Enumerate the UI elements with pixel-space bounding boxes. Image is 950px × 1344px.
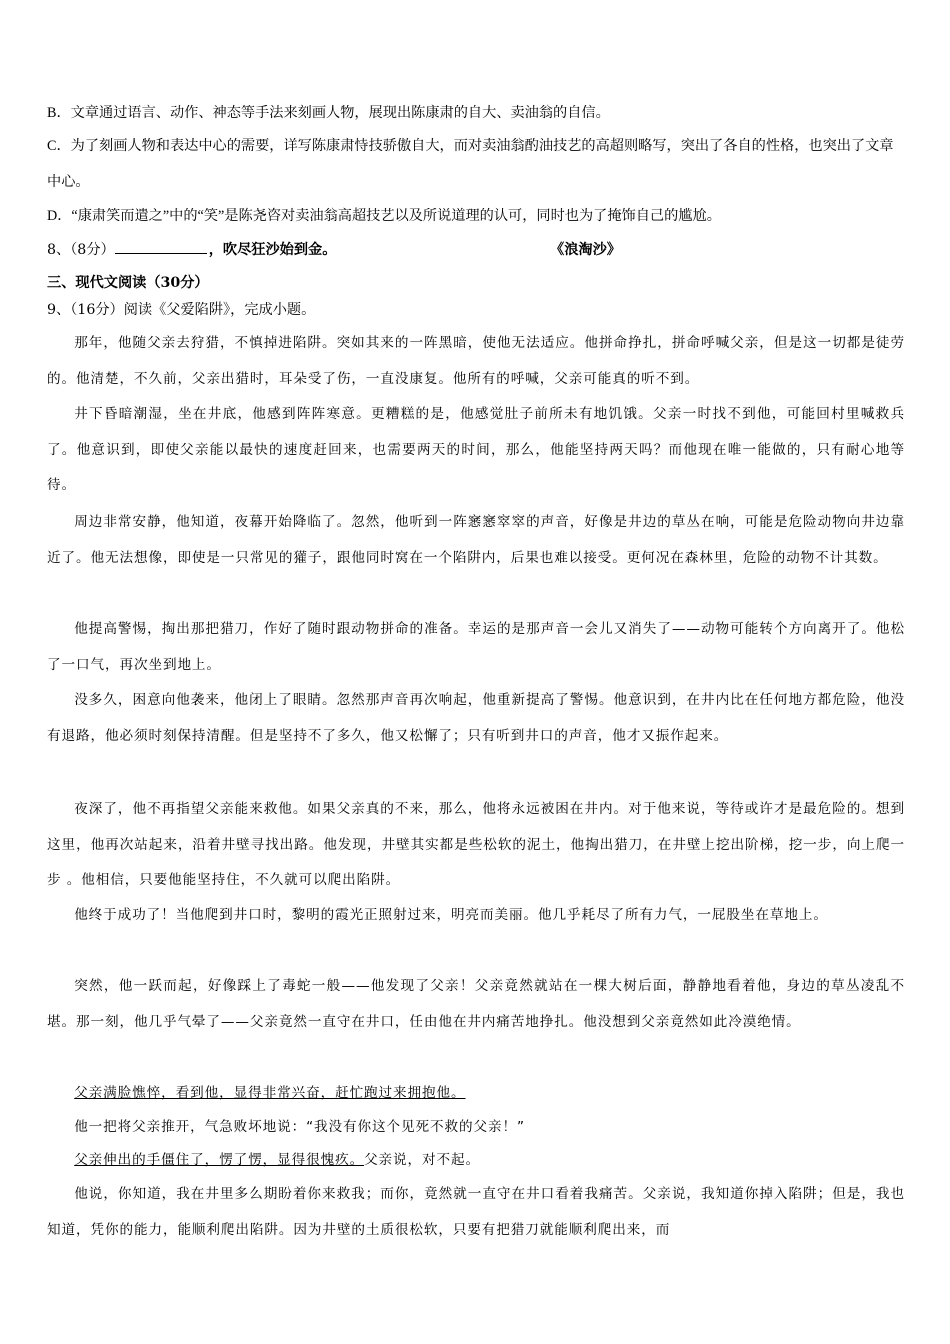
question-8-line: ，吹尽狂沙始到金。	[208, 242, 337, 258]
underlined-sentence: 父亲满脸憔悴，看到他，显得非常兴奋，赶忙跑过来拥抱他。	[74, 1085, 466, 1101]
question-8-number: 8、（8分）	[47, 242, 115, 258]
paragraph: 他一把将父亲推开，气急败坏地说：“我没有你这个见死不救的父亲！”	[74, 1119, 525, 1135]
paragraph: 那年，他随父亲去狩猎，不慎掉进陷阱。突如其来的一阵黑暗，使他无法适应。他拼命挣扎，拼命呼喊父亲，但是这一切都是徒劳的。他清楚，不久前，父亲出猎时，耳朵受了伤，一直没康复。他所有的呼喊，父亲可能真的听不到。	[47, 335, 905, 387]
underlined-paragraph	[47, 1076, 905, 1112]
paragraph: 突然，他一跃而起，好像踩上了毒蛇一般——他发现了父亲！父亲竟然就站在一棵大树后面，静静地看着他，身边的草丛凌乱不堪。那一刻，他几乎气晕了——父亲竟然一直守在井口，任由他在井内痛苦地挣扎。他没想到父亲竟然如此冷漠绝情。	[47, 978, 905, 1030]
question-9: 9、（16分）阅读《父爱陷阱》，完成小题。	[47, 302, 316, 318]
paragraph: 他提高警惕，掏出那把猎刀，作好了随时跟动物拼命的准备。幸运的是那声音一会儿又消失了——动物可能转个方向离开了。他松了一口气，再次坐到地上。	[47, 621, 905, 673]
underlined-paragraph	[47, 1143, 905, 1179]
paragraph: 夜深了，他不再指望父亲能来救他。如果父亲真的不来，那么，他将永远被困在井内。对于他来说，等待或许才是最危险的。想到这里，他再次站起来，沿着井壁寻找出路。他发现，井壁其实都是些松软的泥土，他掏出猎刀，在井壁上挖出阶梯，挖一步，向上爬一步 。他相信，只要他能坚持住，不久就可以爬出陷阱。	[47, 801, 905, 888]
paragraph: 没多久，困意向他袭来，他闭上了眼睛。忽然那声音再次响起，他重新提高了警惕。他意识到，在井内比在任何地方都危险，他没有退路，他必须时刻保持清醒。但是坚持不了多久，他又松懈了；只有听到井口的声音，他才又振作起来。	[47, 692, 905, 744]
paragraph: 井下昏暗潮湿，坐在井底，他感到阵阵寒意。更糟糕的是，他感觉肚子前所未有地饥饿。父亲一时找不到他，可能回村里喊救兵了。他意识到，即使父亲能以最快的速度赶回来，也需要两天的时间，那么，他能坚持两天吗？而他现在唯一能做的，只有耐心地等待。	[47, 406, 905, 493]
underlined-sentence: 父亲伸出的手僵住了，愣了愣，显得很愧疚。	[74, 1152, 365, 1168]
paragraph: 他说，你知道，我在井里多么期盼着你来救我；而你，竟然就一直守在井口看着我痛苦。父亲说，我知道你掉入陷阱；但是，我也知道，凭你的能力，能顺利爬出陷阱。因为井壁的土质很松软，只要有把猎刀就能顺利爬出来，而	[47, 1186, 905, 1238]
question-8	[47, 233, 905, 269]
section-heading: 三、现代文阅读（30分）	[47, 275, 209, 291]
question-8-source: 《浪淘沙》	[550, 242, 621, 258]
paragraph: 他终于成功了！当他爬到井口时，黎明的霞光正照射过来，明亮而美丽。他几乎耗尽了所有力气，一屁股坐在草地上。	[74, 907, 828, 923]
father-apology: 父亲说，对不起。	[364, 1152, 481, 1168]
option-b: B．文章通过语言、动作、神态等手法来刻画人物，展现出陈康肃的自大、卖油翁的自信。	[47, 105, 610, 121]
option-c: C．为了刻画人物和表达中心的需要，详写陈康肃恃技骄傲自大，而对卖油翁酌油技艺的高超则略写，突出了各自的性格，也突出了文章中心。	[47, 138, 894, 190]
fill-in-blank[interactable]	[115, 239, 207, 254]
paragraph: 周边非常安静，他知道，夜幕开始降临了。忽然，他听到一阵窸窸窣窣的声音，好像是井边的草丛在响，可能是危险动物向井边靠近了。他无法想像，即使是一只常见的獾子，跟他同时窝在一个陷阱内，后果也难以接受。更何况在森林里，危险的动物不计其数。	[47, 514, 905, 566]
option-d: D．“康肃笑而遣之”中的“笑”是陈尧咨对卖油翁高超技艺以及所说道理的认可，同时也为了掩饰自己的尴尬。	[47, 208, 721, 224]
